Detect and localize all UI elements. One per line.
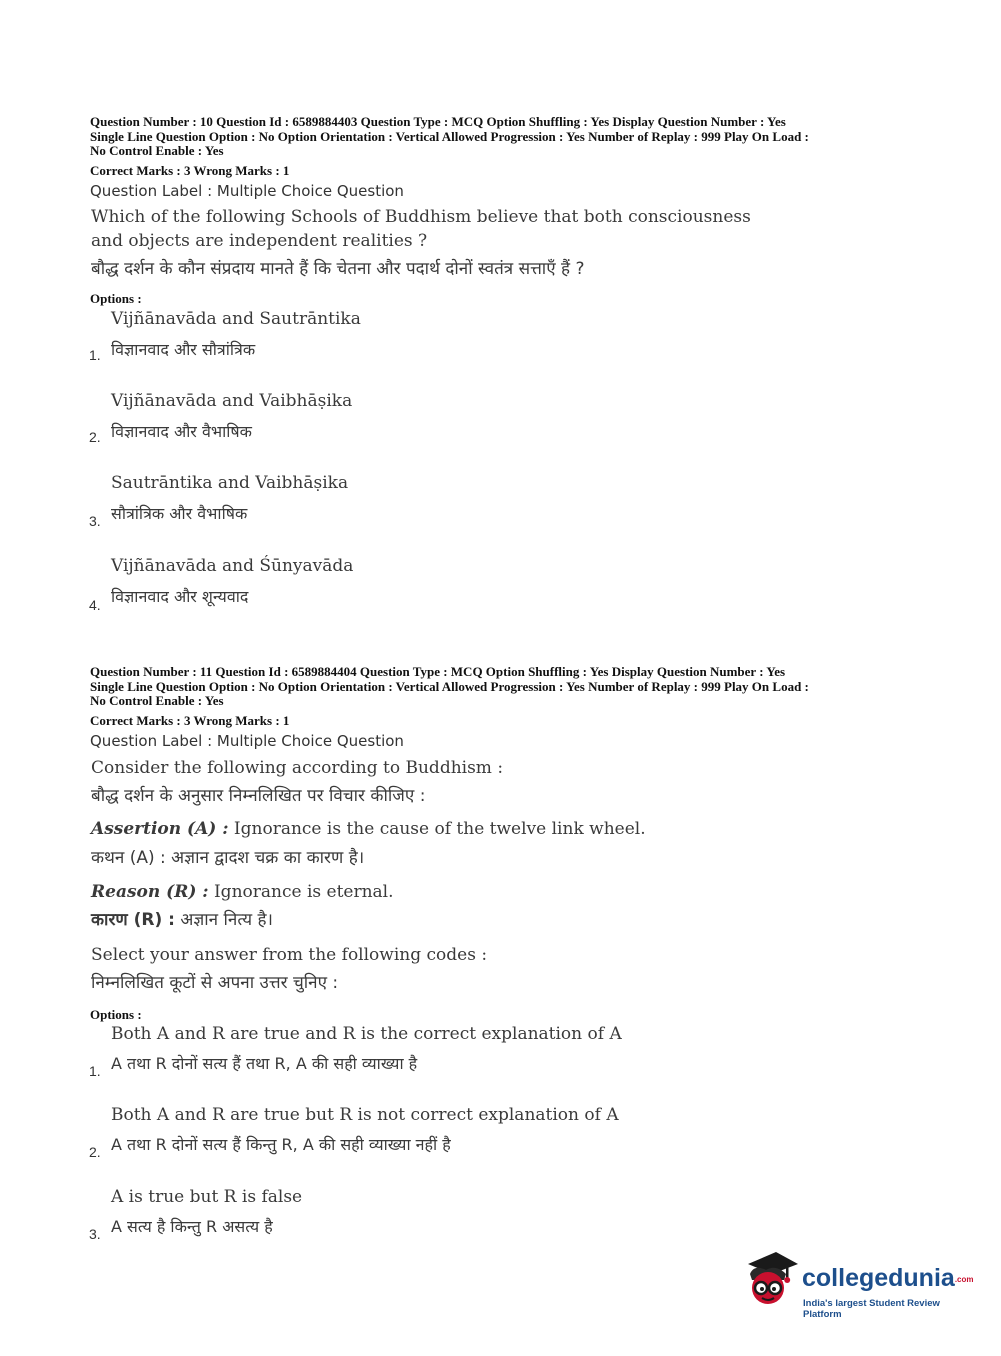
q11-reason-hindi bbox=[91, 907, 273, 930]
q11-option-2-english: Both A and R are true but R is not correct explanation of A bbox=[111, 1105, 619, 1125]
q10-question-hindi: बौद्ध दर्शन के कौन संप्रदाय मानते हैं कि चेतना और पदार्थ दोनों स्वतंत्र सत्ताएँ हैं ? bbox=[91, 259, 585, 279]
q10-option-4-english: Vijñānavāda and Śūnyavāda bbox=[111, 556, 354, 576]
q11-reason-hindi-text: अज्ञान नित्य है। bbox=[174, 910, 274, 930]
logo-name-text: collegedunia bbox=[802, 1264, 955, 1292]
q11-option-1-number: 1. bbox=[89, 1063, 101, 1079]
q10-option-4-hindi: विज्ञानवाद और शून्यवाद bbox=[111, 587, 249, 606]
q11-select-hindi: निम्नलिखित कूटों से अपना उत्तर चुनिए : bbox=[91, 973, 339, 993]
q11-question-label: Question Label : Multiple Choice Question bbox=[90, 732, 404, 750]
q11-option-3-number: 3. bbox=[89, 1226, 101, 1242]
q11-reason-text: Ignorance is eternal. bbox=[208, 882, 394, 902]
logo-wordmark bbox=[802, 1264, 973, 1293]
q10-question-english bbox=[91, 205, 851, 253]
q11-assertion-lead: Assertion (A) : bbox=[91, 819, 229, 839]
q10-option-1-hindi: विज्ञानवाद और सौत्रांत्रिक bbox=[111, 340, 256, 359]
q10-option-2-hindi: विज्ञानवाद और वैभाषिक bbox=[111, 422, 252, 441]
q10-question-english-line-2: and objects are independent realities ? bbox=[91, 231, 428, 251]
q11-assertion-hindi: कथन (A) : अज्ञान द्वादश चक्र का कारण है। bbox=[91, 848, 365, 868]
q11-option-3-hindi: A सत्य है किन्तु R असत्य है bbox=[111, 1217, 273, 1236]
mascot-icon bbox=[742, 1250, 800, 1312]
q11-option-2-hindi: A तथा R दोनों सत्य हैं किन्तु R, A की सही व्याख्या नहीं है bbox=[111, 1135, 451, 1154]
q11-assertion-text: Ignorance is the cause of the twelve link wheel. bbox=[228, 819, 646, 839]
q11-option-1-hindi: A तथा R दोनों सत्य हैं तथा R, A की सही व्याख्या है bbox=[111, 1054, 418, 1073]
q11-assertion-english bbox=[91, 817, 851, 841]
q10-option-1-english: Vijñānavāda and Sautrāntika bbox=[111, 309, 361, 329]
q10-option-2-number: 2. bbox=[89, 429, 101, 445]
q11-metadata bbox=[90, 665, 920, 709]
q10-meta-line-2: Single Line Question Option : No Option Orientation : Vertical Allowed Progression : Yes Number of Replay : 999 Play On Load : bbox=[90, 128, 809, 144]
q10-question-english-line-1: Which of the following Schools of Buddhism believe that both consciousness bbox=[91, 207, 751, 227]
q11-option-1-english: Both A and R are true and R is the correct explanation of A bbox=[111, 1024, 622, 1044]
q10-option-3-english: Sautrāntika and Vaibhāṣika bbox=[111, 473, 349, 493]
q11-intro-english: Consider the following according to Buddhism : bbox=[91, 758, 504, 778]
logo-suffix: .com bbox=[954, 1274, 974, 1284]
q11-option-3-english: A is true but R is false bbox=[111, 1187, 303, 1207]
q10-option-4-number: 4. bbox=[89, 597, 101, 613]
logo-tagline: India's largest Student Review Platform bbox=[803, 1298, 940, 1320]
q10-option-1-number: 1. bbox=[89, 347, 101, 363]
q11-options-label: Options : bbox=[90, 1007, 142, 1022]
q11-meta-line-3: No Control Enable : Yes bbox=[90, 693, 224, 708]
q10-options-label: Options : bbox=[90, 291, 142, 306]
q11-select-english: Select your answer from the following codes : bbox=[91, 945, 488, 965]
q10-option-3-hindi: सौत्रांत्रिक और वैभाषिक bbox=[111, 504, 248, 523]
q11-reason-hindi-lead: कारण (R) : bbox=[91, 910, 175, 930]
q10-meta-line-1: Question Number : 10 Question Id : 6589884403 Question Type : MCQ Option Shuffling : Yes Display Question Number : Yes bbox=[90, 114, 786, 129]
q10-marks: Correct Marks : 3 Wrong Marks : 1 bbox=[90, 163, 290, 178]
q10-metadata bbox=[90, 115, 920, 159]
q10-option-2-english: Vijñānavāda and Vaibhāṣika bbox=[111, 391, 353, 411]
collegedunia-logo bbox=[742, 1250, 972, 1320]
q11-intro-hindi: बौद्ध दर्शन के अनुसार निम्नलिखित पर विचार कीजिए : bbox=[91, 786, 426, 806]
q10-question-label: Question Label : Multiple Choice Question bbox=[90, 182, 404, 200]
q11-meta-line-2: Single Line Question Option : No Option Orientation : Vertical Allowed Progression : Yes Number of Replay : 999 Play On Load : bbox=[90, 678, 809, 694]
q11-option-2-number: 2. bbox=[89, 1144, 101, 1160]
q11-meta-line-1: Question Number : 11 Question Id : 6589884404 Question Type : MCQ Option Shuffling : Yes Display Question Number : Yes bbox=[90, 664, 786, 679]
q11-reason-english bbox=[91, 880, 851, 904]
q11-reason-lead: Reason (R) : bbox=[91, 882, 209, 902]
q11-marks: Correct Marks : 3 Wrong Marks : 1 bbox=[90, 713, 290, 728]
q10-meta-line-3: No Control Enable : Yes bbox=[90, 143, 224, 158]
q10-option-3-number: 3. bbox=[89, 513, 101, 529]
